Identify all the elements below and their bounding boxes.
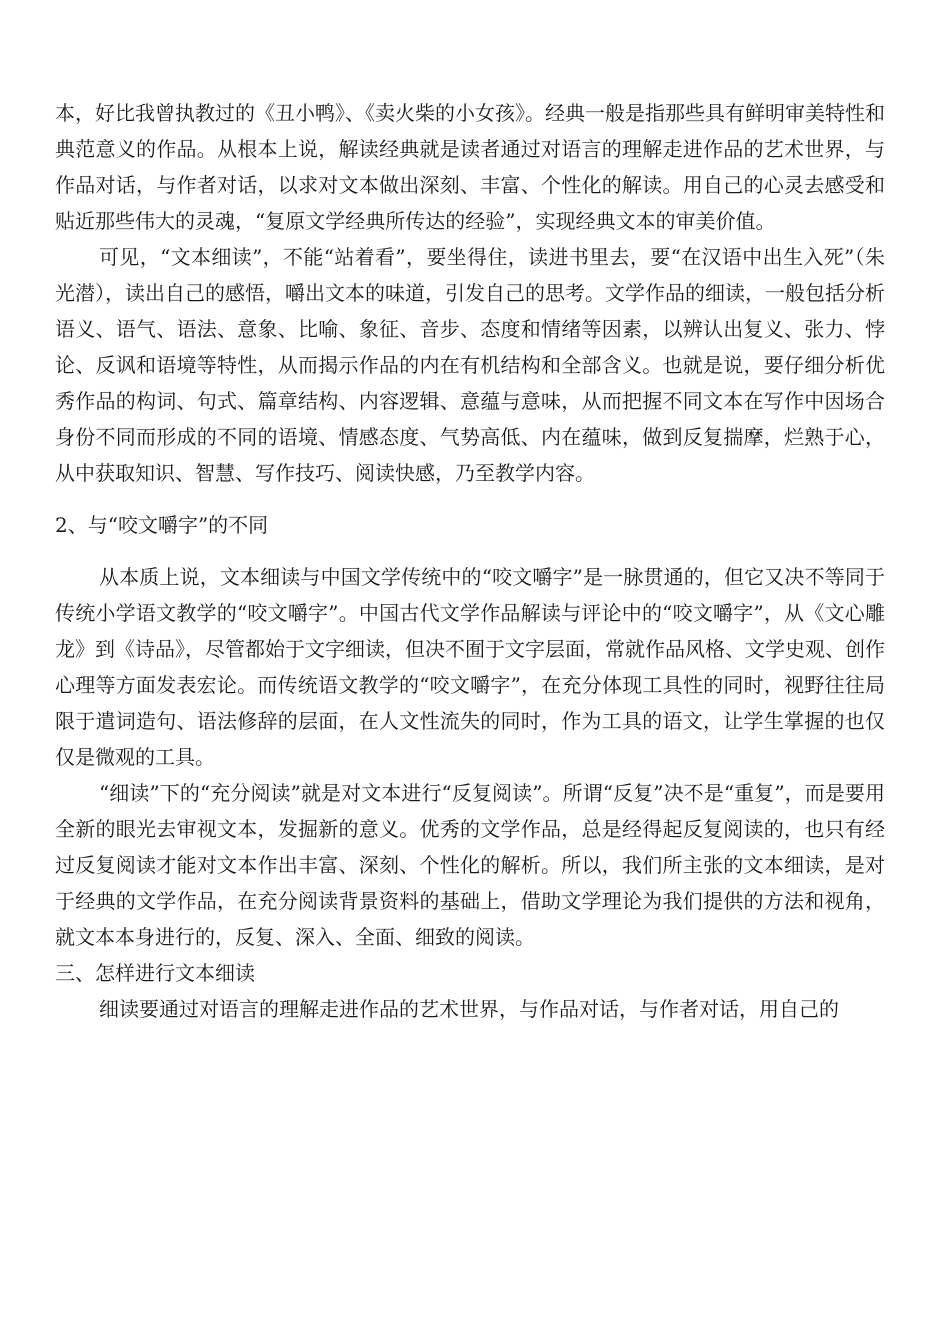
section-heading-2: 2、与“咬文嚼字”的不同 [55, 513, 269, 537]
paragraph-essence: 从本质上说，文本细读与中国文学传统中的“咬文嚼字”是一脉贯通的，但它又决不等同于传统小学语文教学的“咬文嚼字”。中国古代文学作品解读与评论中的“咬文嚼字”，从《文心雕龙》到《诗品》，尽管都始于文字细读，但决不囿于文字层面，常就作品风格、文学史观、创作心理等方面发表宏论。而传统语文教学的“咬文嚼字”，在充分体现工具性的同时，视野往往局限于遣词造句、语法修辞的层面，在人文性流失的同时，作为工具的语文，让学生掌握的也仅仅是微观的工具。 [55, 565, 885, 769]
paragraph-text-close-reading: 可见，“文本细读”，不能“站着看”，要坐得住，读进书里去，要“在汉语中出生入死”（朱光潜），读出自己的感悟，嚼出文本的味道，引发自己的思考。文学作品的细读，一般包括分析语义、语气、语法、意象、比喻、象征、音步、态度和情绪等因素，以辨认出复义、张力、悖论、反讽和语境等特性，从而揭示作品的内在有机结构和全部含义。也就是说，要仔细分析优秀作品的构词、句式、篇章结构、内容逻辑、意蕴与意味，从而把握不同文本在写作中因场合身份不同而形成的不同的语境、情感态度、气势高低、内在蕴味，做到反复揣摩，烂熟于心，从中获取知识、智慧、写作技巧、阅读快感，乃至教学内容。 [55, 245, 885, 485]
paragraph-continued: 本，好比我曾执教过的《丑小鸭》、《卖火柴的小女孩》。经典一般是指那些具有鲜明审美特性和典范意义的作品。从根本上说，解读经典就是读者通过对语言的理解走进作品的艺术世界，与作品对话，与作者对话，以求对文本做出深刻、丰富、个性化的解读。用自己的心灵去感受和贴近那些伟大的灵魂，“复原文学经典所传达的经验”，实现经典文本的审美价值。 [55, 101, 885, 233]
document-page [55, 95, 885, 1027]
section-heading-3: 三、怎样进行文本细读 [55, 961, 255, 985]
paragraph-how-to: 细读要通过对语言的理解走进作品的艺术世界，与作品对话，与作者对话，用自己的 [99, 997, 839, 1021]
paragraph-repeated-reading: “细读”下的“充分阅读”就是对文本进行“反复阅读”。所谓“反复”决不是“重复”，而是要用全新的眼光去审视文本，发掘新的意义。优秀的文学作品，总是经得起反复阅读的，也只有经过反复阅读才能对文本作出丰富、深刻、个性化的解析。所以，我们所主张的文本细读，是对于经典的文学作品，在充分阅读背景资料的基础上，借助文学理论为我们提供的方法和视角，就文本本身进行的，反复、深入、全面、细致的阅读。 [55, 781, 885, 949]
spacer [55, 491, 885, 507]
spacer [55, 543, 885, 559]
